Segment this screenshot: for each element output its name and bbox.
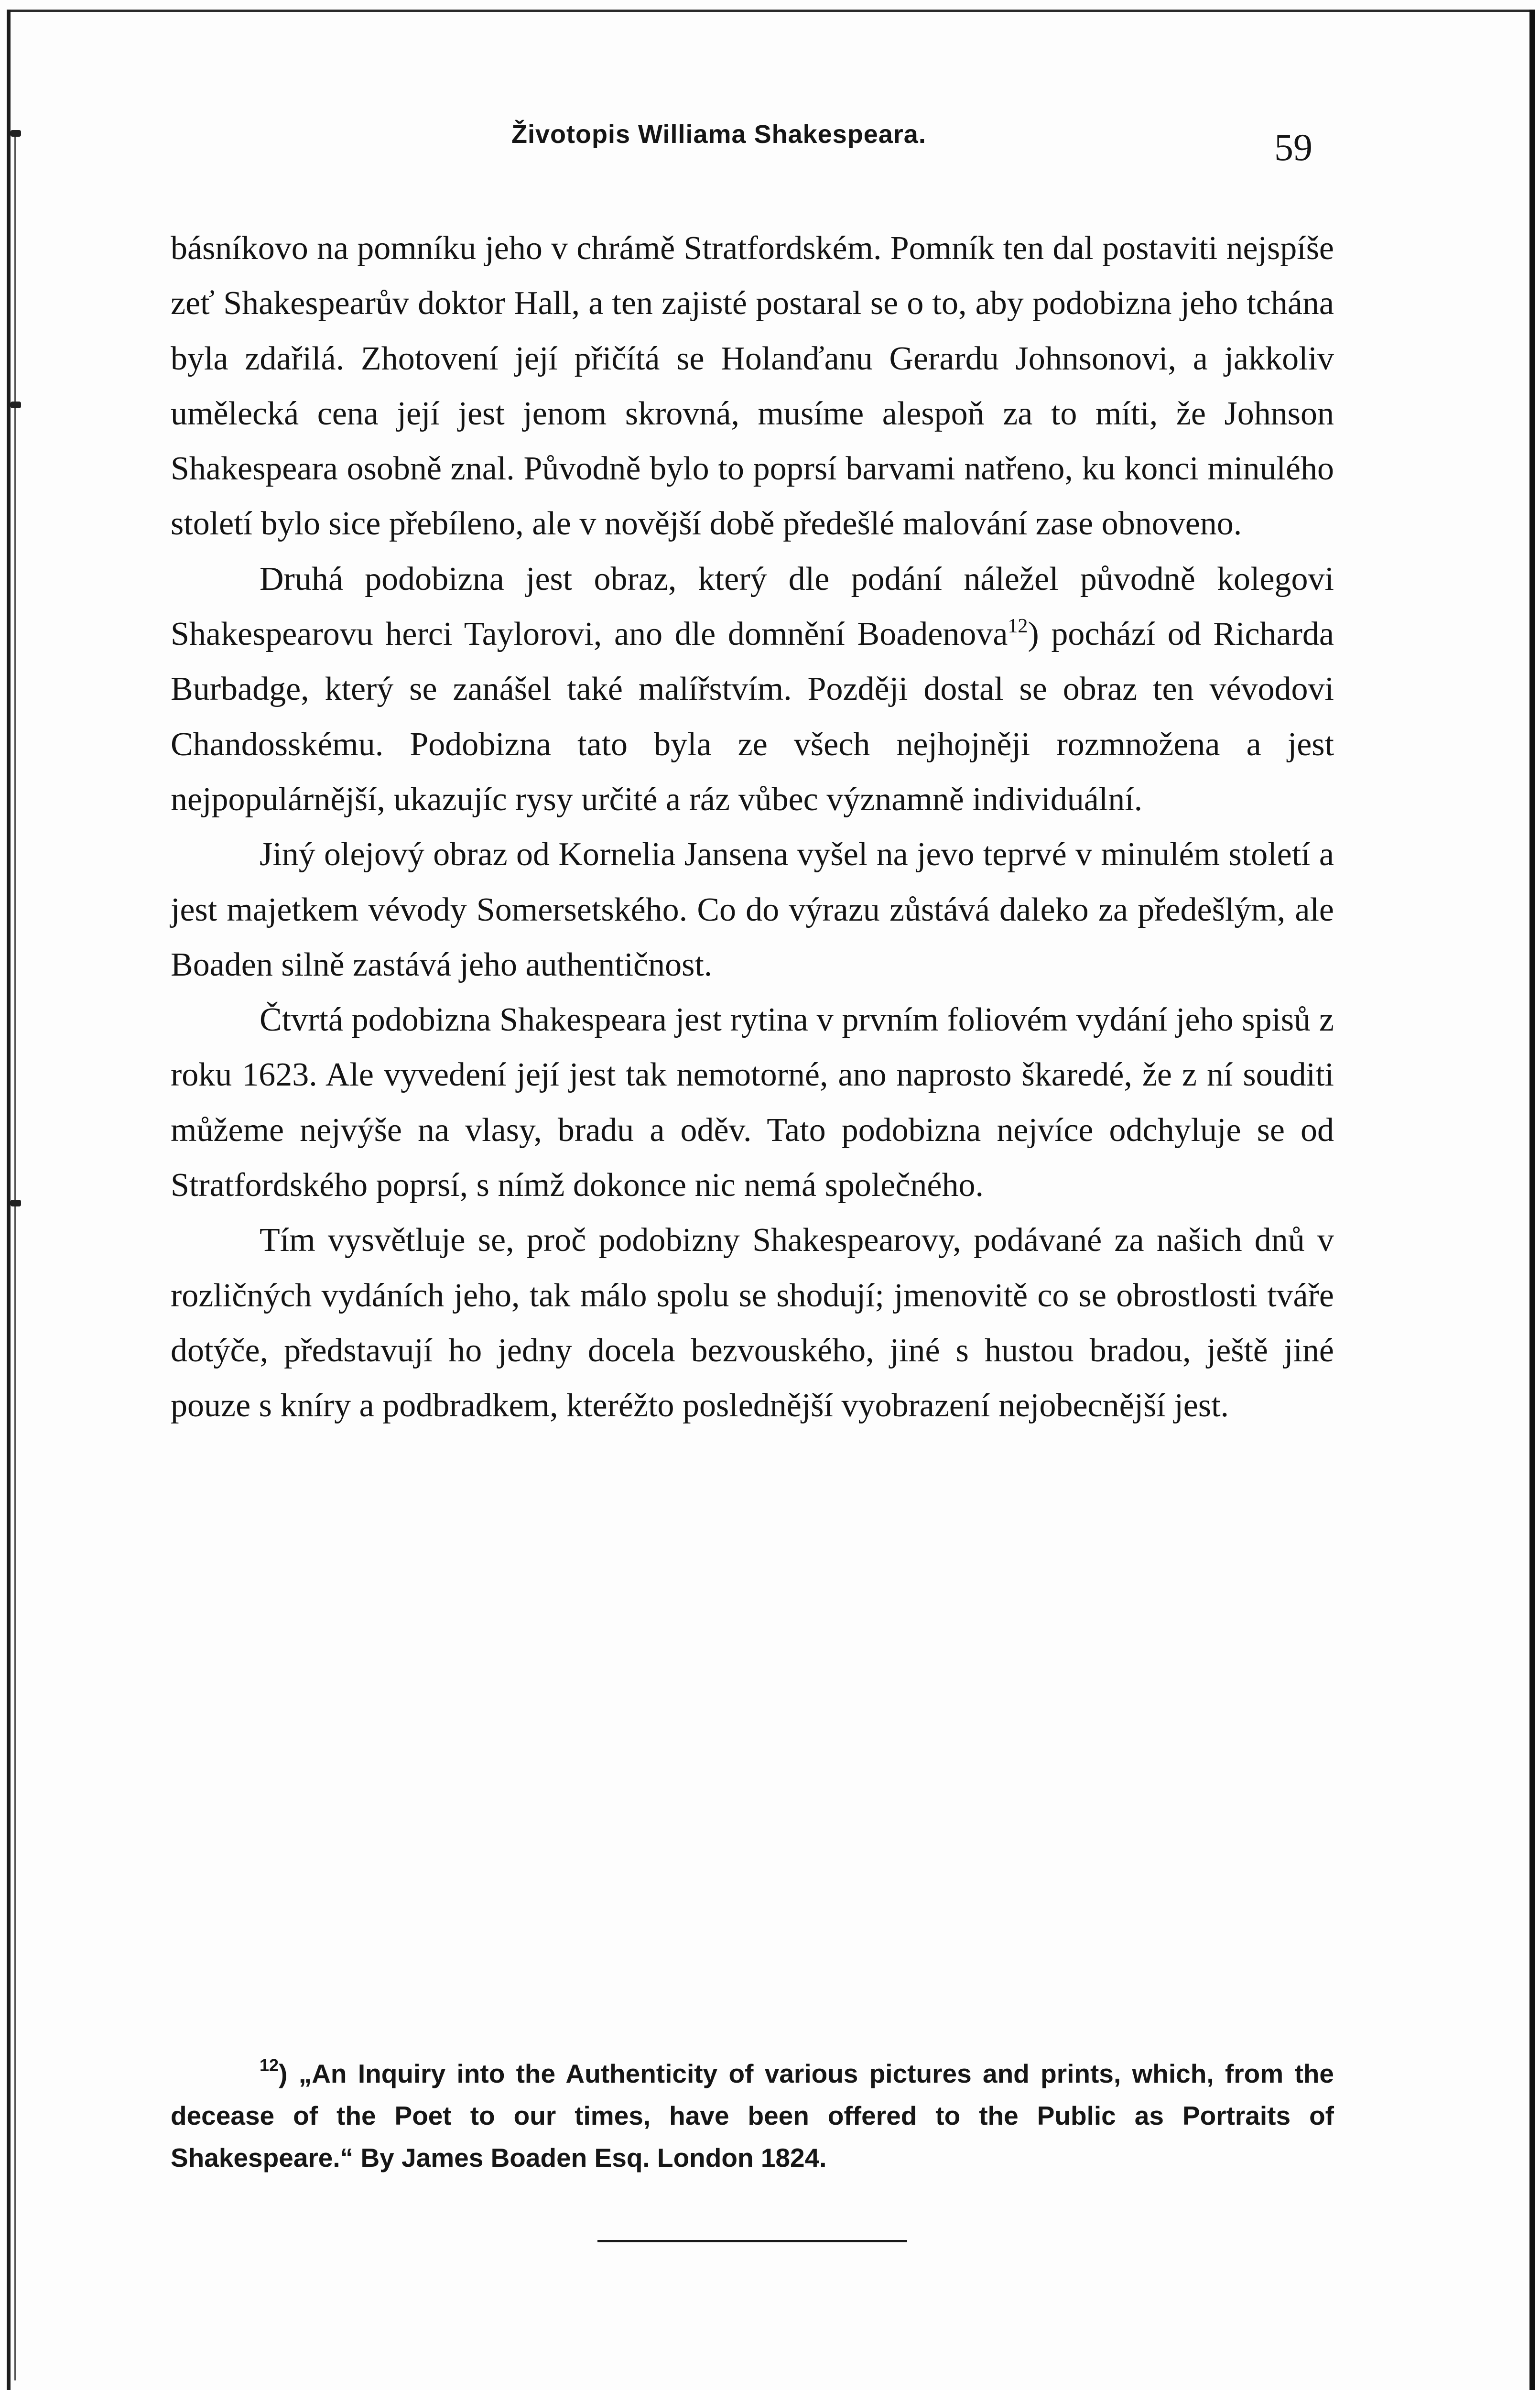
end-rule: [597, 2240, 907, 2242]
scan-edge-right: [1529, 10, 1535, 2390]
paragraph: básníkovo na pomníku jeho v chrámě Stratfordském. Pomník ten dal postaviti nejspíše zeť Shakespearův doktor Hall, a ten zajisté postaral se o to, aby podobizna jeho tchána byla zdařilá. Zhotovení její přičítá se Holanďanu Gerardu Johnsonovi, a jakkoliv umělecká cena její jest jenom skrovná, musíme alespoň za to míti, že Johnson Shakespeara osobně znal. Původně bylo to poprsí barvami natřeno, ku konci minulého století bylo sice přebíleno, ale v novější době předešlé malování zase obnoveno.: [171, 230, 1334, 543]
footnote-reference[interactable]: 12: [1008, 615, 1028, 638]
footnote-marker: 12: [260, 2055, 279, 2075]
paragraph: Jiný olejový obraz od Kornelia Jansena vyšel na jevo teprvé v minulém století a jest majetkem vévody Somersetského. Co do výrazu zůstává daleko za předešlým, ale Boaden silně zastává jeho authentičnost.: [171, 836, 1334, 983]
scan-edge-left-inner: [14, 134, 16, 2380]
margin-speck: [11, 1200, 21, 1206]
scan-edge-top: [7, 10, 1531, 12]
footnote: [171, 2053, 1334, 2179]
paragraph: Čtvrtá podobizna Shakespeara jest rytina v prvním foliovém vydání jeho spisů z roku 1623. Ale vyvedení její jest tak nemotorné, ano naprosto škaredé, že z ní souditi můžeme nejvýše na vlasy, bradu a oděv. Tato podobizna nejvíce odchyluje se od Stratfordského poprsí, s nímž dokonce nic nemá společného.: [171, 1001, 1334, 1204]
page-number: 59: [1274, 127, 1312, 169]
paragraph: [171, 552, 1334, 827]
scan-edge-left: [7, 10, 11, 2390]
paragraph: Tím vysvětluje se, proč podobizny Shakespearovy, podávané za našich dnů v rozličných vydáních jeho, tak málo spolu se shodují; jmenovitě co se obrostlosti tváře dotýče, představují ho jedny docela bezvouského, jiné s hustou bradou, ještě jiné pouze s kníry a podbradkem, kteréžto poslednější vyobrazení nejobecnější jest.: [171, 1222, 1334, 1424]
running-title: Životopis Williama Shakespeara.: [511, 120, 926, 149]
margin-speck: [11, 130, 21, 137]
margin-speck: [11, 402, 21, 408]
paragraph-text: ) pochází od Richarda Burbadge, který se zanášel také malířstvím. Později dostal se obraz ten vévodovi Chandosskému. Podobizna tato byla ze všech nejhojněji rozmnožena a jest nejpopulárnější, ukazujíc rysy určité a ráz vůbec významně individuální.: [171, 616, 1334, 818]
paragraph-text: Druhá podobizna jest obraz, který dle podání náležel původně kolegovi Shakespearovu herci Taylorovi, ano dle domnění Boadenova: [171, 560, 1334, 653]
footnote-text: ) „An Inquiry into the Authenticity of various pictures and prints, which, from the decease of the Poet to our times, have been offered to the Public as Portraits of Shakespeare.“ By James Boaden Esq. London 1824.: [171, 2059, 1334, 2173]
body-text: [171, 221, 1334, 1434]
